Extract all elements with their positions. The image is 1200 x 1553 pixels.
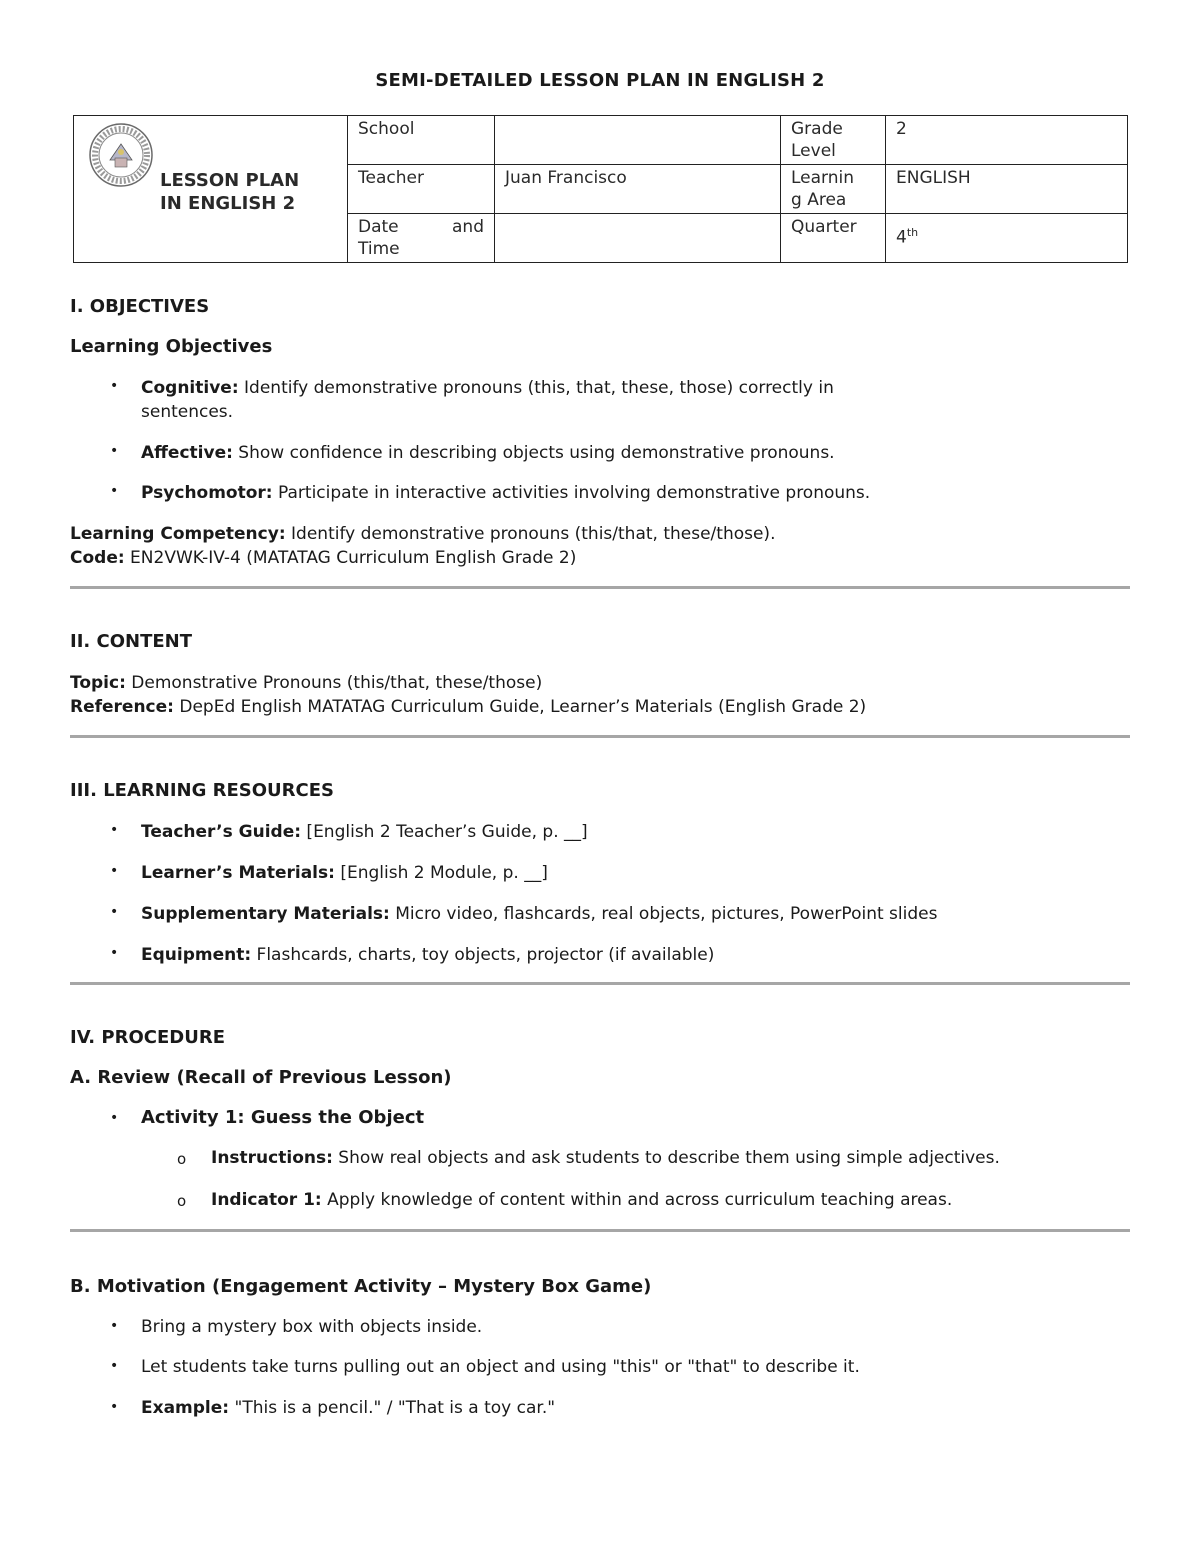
resource-item (141, 943, 714, 967)
learning-competency (70, 522, 775, 570)
review-heading: A. Review (Recall of Previous Lesson) (70, 1067, 452, 1088)
objective-psychomotor (141, 481, 870, 505)
bullet-glyph: • (110, 945, 119, 961)
bullet-glyph: • (110, 1110, 119, 1126)
code-label: Code: (70, 548, 125, 568)
competency-label: Learning Competency: (70, 524, 286, 544)
lesson-plan-title (160, 169, 299, 215)
bullet-glyph: • (110, 443, 119, 459)
topic-reference (70, 671, 866, 719)
resource-label: Supplementary Materials: (141, 904, 390, 924)
time-label-word: Time (358, 239, 400, 259)
indicator-label: Indicator 1: (211, 1190, 322, 1210)
indicator-text: Apply knowledge of content within and across curriculum teaching areas. (321, 1190, 953, 1210)
bullet-glyph: • (110, 483, 119, 499)
quarter-suffix: th (906, 226, 919, 239)
bullet-glyph: • (110, 822, 119, 838)
motivation-item: Let students take turns pulling out an object and using "this" or "that" to describe it. (141, 1357, 860, 1377)
procedure-heading: IV. PROCEDURE (70, 1027, 225, 1048)
objective-label: Cognitive: (141, 378, 239, 398)
resource-label: Teacher’s Guide: (141, 822, 302, 842)
resource-item (141, 820, 588, 844)
quarter-label: Quarter (781, 214, 886, 263)
bullet-glyph: • (110, 904, 119, 920)
resource-item (141, 861, 548, 885)
logo-title-cell (74, 116, 348, 263)
section-divider (70, 586, 1130, 589)
activity-1-title: Activity 1: Guess the Object (141, 1107, 425, 1128)
lesson-header-table (73, 115, 1128, 263)
competency-text: Identify demonstrative pronouns (this/that, these/those). (285, 524, 776, 544)
section-divider (70, 1229, 1130, 1232)
activity-instructions (211, 1146, 1000, 1170)
bullet-glyph: • (110, 863, 119, 879)
reference-label: Reference: (70, 697, 174, 717)
code-text: EN2VWK-IV-4 (MATATAG Curriculum English Grade 2) (124, 548, 577, 568)
example-text: "This is a pencil." / "That is a toy car." (229, 1398, 556, 1418)
school-label: School (348, 116, 495, 165)
reference-text: DepEd English MATATAG Curriculum Guide, Learner’s Materials (English Grade 2) (173, 697, 867, 717)
objective-label: Psychomotor: (141, 483, 273, 503)
bullet-glyph: • (110, 1358, 119, 1374)
bullet-glyph: • (110, 378, 119, 394)
resource-item (141, 902, 937, 926)
date-label-word: Date (358, 217, 399, 237)
grade-level-label: Grade Level (781, 116, 886, 165)
resource-text: [English 2 Module, p. __] (334, 863, 548, 883)
objective-affective (141, 441, 835, 465)
sub-bullet-glyph: o (177, 1150, 187, 1168)
resource-text: [English 2 Teacher’s Guide, p. __] (301, 822, 588, 842)
objective-text-cont: sentences. (141, 402, 234, 422)
objective-text: Identify demonstrative pronouns (this, that, these, those) correctly in (238, 378, 834, 398)
motivation-item: Bring a mystery box with objects inside. (141, 1317, 483, 1337)
content-heading: II. CONTENT (70, 631, 192, 652)
objectives-heading: I. OBJECTIVES (70, 296, 210, 317)
grade-level-value: 2 (886, 116, 1128, 165)
sub-bullet-glyph: o (177, 1192, 187, 1210)
deped-seal-logo (88, 122, 154, 188)
learning-area-label-line1: Learnin (791, 168, 855, 188)
learning-area-label (781, 165, 886, 214)
learning-objectives-heading: Learning Objectives (70, 336, 273, 357)
lesson-plan-title-line1: LESSON PLAN (160, 170, 300, 191)
motivation-example (141, 1396, 555, 1420)
objective-label: Affective: (141, 443, 233, 463)
date-time-value (495, 214, 781, 263)
topic-text: Demonstrative Pronouns (this/that, these/those) (125, 673, 543, 693)
topic-label: Topic: (70, 673, 126, 693)
section-divider (70, 735, 1130, 738)
teacher-label: Teacher (348, 165, 495, 214)
activity-indicator (211, 1188, 952, 1212)
objective-cognitive (141, 376, 834, 424)
learning-area-label-line2: g Area (791, 190, 847, 210)
resources-heading: III. LEARNING RESOURCES (70, 780, 334, 801)
lesson-plan-title-line2: IN ENGLISH 2 (160, 193, 296, 214)
learning-area-value: ENGLISH (886, 165, 1128, 214)
resource-text: Micro video, flashcards, real objects, pictures, PowerPoint slides (389, 904, 938, 924)
motivation-heading: B. Motivation (Engagement Activity – Mystery Box Game) (70, 1276, 652, 1297)
instructions-text: Show real objects and ask students to describe them using simple adjectives. (332, 1148, 1000, 1168)
instructions-label: Instructions: (211, 1148, 333, 1168)
date-time-label (348, 214, 495, 263)
quarter-number: 4 (896, 227, 907, 248)
teacher-value: Juan Francisco (495, 165, 781, 214)
resource-label: Learner’s Materials: (141, 863, 335, 883)
objective-text: Participate in interactive activities involving demonstrative pronouns. (272, 483, 871, 503)
bullet-glyph: • (110, 1318, 119, 1334)
objective-text: Show confidence in describing objects using demonstrative pronouns. (232, 443, 835, 463)
quarter-value (886, 214, 1128, 263)
school-value (495, 116, 781, 165)
bullet-glyph: • (110, 1399, 119, 1415)
example-label: Example: (141, 1398, 230, 1418)
document-title: SEMI-DETAILED LESSON PLAN IN ENGLISH 2 (375, 70, 825, 91)
and-label-word: and (452, 217, 484, 237)
resource-text: Flashcards, charts, toy objects, projector (if available) (251, 945, 715, 965)
resource-label: Equipment: (141, 945, 252, 965)
section-divider (70, 982, 1130, 985)
